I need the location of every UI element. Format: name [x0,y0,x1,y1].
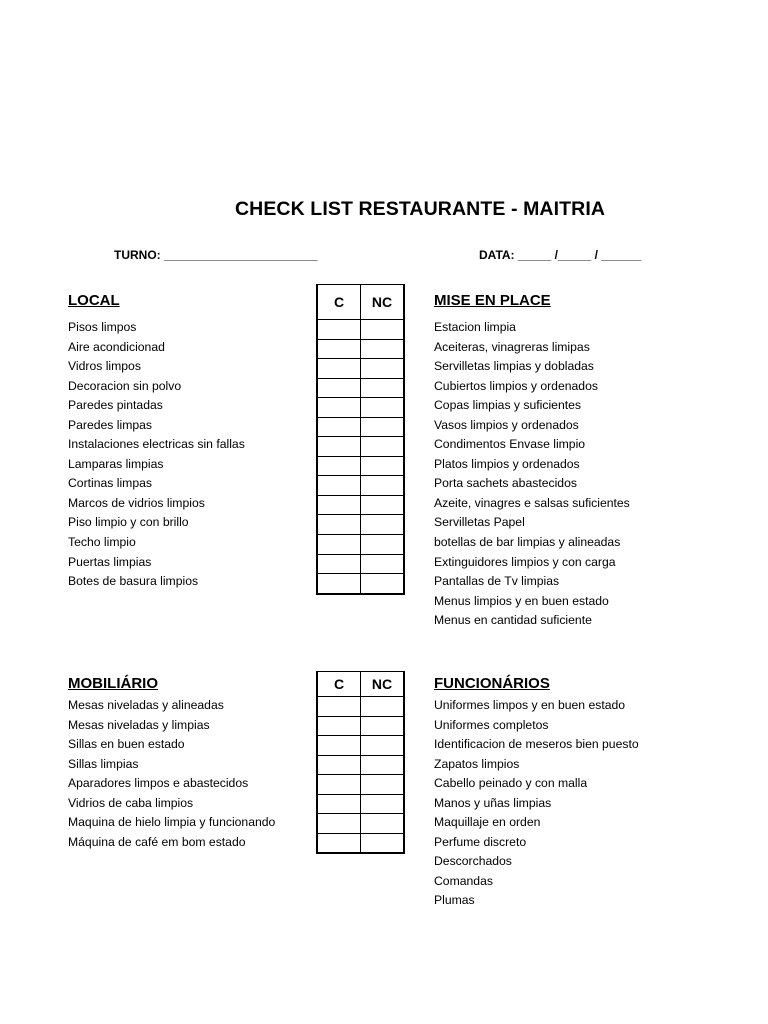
check-row [317,359,404,379]
list-item: Puertas limpias [68,554,152,569]
list-item: Piso limpio y con brillo [68,515,189,530]
check-row [317,574,404,594]
check-cell-nc[interactable] [361,775,405,795]
list-item: botellas de bar limpias y alineadas [434,535,621,550]
mobiliario-heading: MOBILIÁRIO [68,675,158,692]
check-cell-nc[interactable] [361,456,405,476]
check-row [317,495,404,515]
list-item: Mesas niveladas y limpias [68,717,210,732]
check-row [317,378,404,398]
list-item: Botes de basura limpios [68,574,199,589]
check-cell-c[interactable] [317,359,361,379]
local-check-grid [316,284,405,595]
column-nc-header: NC [361,285,405,320]
funcionarios-list [434,696,639,911]
list-item: Manos y uñas limpias [434,795,552,810]
check-cell-c[interactable] [317,378,361,398]
list-item: Maquina de hielo limpia y funcionando [68,815,276,830]
check-row [317,833,404,853]
mise-heading: MISE EN PLACE [434,292,551,309]
check-cell-nc[interactable] [361,794,405,814]
check-cell-nc[interactable] [361,495,405,515]
check-cell-nc[interactable] [361,398,405,418]
turno-field[interactable]: TURNO: _______________________ [114,248,318,262]
check-cell-nc[interactable] [361,359,405,379]
list-item: Copas limpias y suficientes [434,398,581,413]
list-item: Perfume discreto [434,834,527,849]
check-row [317,456,404,476]
check-cell-nc[interactable] [361,339,405,359]
list-item: Cabello peinado y con malla [434,776,588,791]
list-item: Menus limpios y en buen estado [434,593,609,608]
list-item: Platos limpios y ordenados [434,456,580,471]
check-cell-c[interactable] [317,814,361,834]
list-item: Pantallas de Tv limpias [434,574,560,589]
check-cell-c[interactable] [317,697,361,717]
check-cell-c[interactable] [317,574,361,594]
list-item: Paredes limpas [68,417,152,432]
check-cell-c[interactable] [317,794,361,814]
check-cell-nc[interactable] [361,554,405,574]
check-cell-nc[interactable] [361,437,405,457]
list-item: Uniformes limpos y en buen estado [434,698,626,712]
check-cell-c[interactable] [317,833,361,853]
list-item: Techo limpio [68,535,136,550]
check-row [317,476,404,496]
check-cell-nc[interactable] [361,320,405,340]
list-item: Estacion limpia [434,320,516,334]
list-item: Extinguidores limpios y con carga [434,554,616,569]
list-item: Azeite, vinagres e salsas suficientes [434,495,630,510]
check-cell-c[interactable] [317,755,361,775]
check-cell-nc[interactable] [361,716,405,736]
check-row [317,794,404,814]
list-item: Vidrios de caba limpios [68,795,194,810]
list-item: Menus en cantidad suficiente [434,613,592,628]
check-row [317,535,404,555]
check-cell-nc[interactable] [361,574,405,594]
list-item: Cubiertos limpios y ordenados [434,378,598,393]
column-nc-header: NC [361,672,405,697]
check-cell-c[interactable] [317,736,361,756]
check-cell-nc[interactable] [361,697,405,717]
list-item: Plumas [434,893,475,908]
check-cell-c[interactable] [317,515,361,535]
list-item: Decoracion sin polvo [68,378,182,393]
mobiliario-check-grid [316,671,405,854]
list-item: Condimentos Envase limpio [434,437,586,452]
check-row [317,515,404,535]
check-cell-c[interactable] [317,535,361,555]
check-cell-c[interactable] [317,398,361,418]
check-cell-nc[interactable] [361,833,405,853]
list-item: Instalaciones electricas sin fallas [68,437,245,452]
check-row [317,814,404,834]
check-cell-nc[interactable] [361,535,405,555]
column-c-header: C [317,285,361,320]
list-item: Cortinas limpas [68,476,152,491]
check-cell-c[interactable] [317,417,361,437]
check-cell-nc[interactable] [361,515,405,535]
check-row [317,736,404,756]
list-item: Porta sachets abastecidos [434,476,577,491]
list-item: Comandas [434,873,493,888]
check-cell-c[interactable] [317,437,361,457]
list-item: Zapatos limpios [434,756,520,771]
list-item: Máquina de café em bom estado [68,834,246,849]
check-cell-nc[interactable] [361,736,405,756]
list-item: Uniformes completos [434,717,549,732]
check-cell-c[interactable] [317,339,361,359]
check-cell-c[interactable] [317,495,361,515]
check-cell-nc[interactable] [361,417,405,437]
list-item: Aceiteras, vinagreras limipas [434,339,590,354]
date-field[interactable]: DATA: _____ /_____ / ______ [479,248,642,262]
check-row [317,398,404,418]
check-row [317,716,404,736]
list-item: Mesas niveladas y alineadas [68,698,224,712]
check-row [317,775,404,795]
list-item: Maquillaje en orden [434,815,541,830]
check-row [317,339,404,359]
list-item: Sillas en buen estado [68,737,185,752]
page-title: CHECK LIST RESTAURANTE - MAITRIA [234,198,606,220]
list-item: Pisos limpos [68,320,137,334]
check-cell-nc[interactable] [361,814,405,834]
check-cell-nc[interactable] [361,755,405,775]
check-cell-c[interactable] [317,775,361,795]
list-item: Marcos de vidrios limpios [68,495,205,510]
list-item: Servilletas Papel [434,515,525,530]
funcionarios-heading: FUNCIONÁRIOS [434,675,550,692]
check-cell-nc[interactable] [361,378,405,398]
list-item: Vasos limpios y ordenados [434,417,579,432]
list-item: Aire acondicionad [68,339,165,354]
check-cell-c[interactable] [317,554,361,574]
check-cell-c[interactable] [317,476,361,496]
column-c-header: C [317,672,361,697]
check-cell-c[interactable] [317,456,361,476]
mise-list [434,318,630,631]
check-row [317,554,404,574]
local-heading: LOCAL [68,292,120,309]
check-cell-c[interactable] [317,320,361,340]
list-item: Sillas limpias [68,756,139,771]
list-item: Descorchados [434,854,512,869]
check-row [317,437,404,457]
list-item: Aparadores limpos e abastecidos [68,776,249,791]
check-cell-c[interactable] [317,716,361,736]
list-item: Paredes pintadas [68,398,163,413]
list-item: Lamparas limpias [68,456,164,471]
list-item: Vidros limpos [68,359,141,374]
list-item: Servilletas limpias y dobladas [434,359,594,374]
local-list [68,318,245,592]
check-row [317,697,404,717]
check-row [317,755,404,775]
mobiliario-list [68,696,275,852]
check-row [317,417,404,437]
check-row [317,320,404,340]
list-item: Identificacion de meseros bien puesto [434,737,639,752]
check-cell-nc[interactable] [361,476,405,496]
